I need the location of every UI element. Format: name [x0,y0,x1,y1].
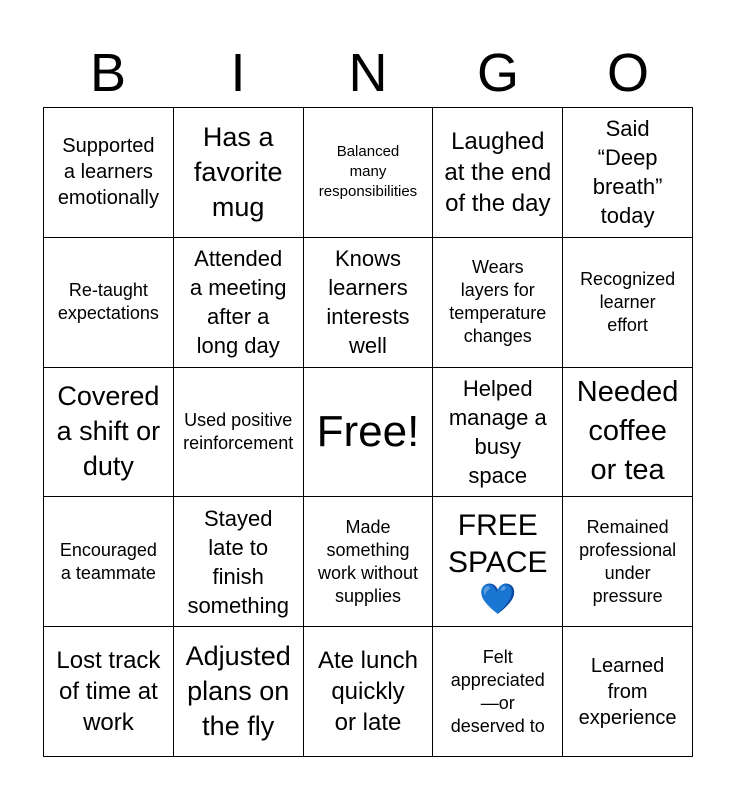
header-letter-i: I [230,43,246,103]
bingo-cell-1-5[interactable] [563,108,693,238]
cell-text: Adjusted plans on the fly [185,641,291,742]
cell-text: Used positive reinforcement [183,409,294,453]
bingo-grid [43,107,693,757]
bingo-cell-3-4[interactable] [433,368,563,498]
cell-text: Supported a learners emotionally [57,135,159,210]
cell-text: Remained professional under pressure [579,516,677,606]
bingo-cell-1-3[interactable] [304,108,434,238]
header-letter-n: N [348,43,388,103]
bingo-cell-1-2[interactable] [174,108,304,238]
bingo-cell-4-3[interactable] [304,497,434,627]
bingo-cell-5-5[interactable] [563,627,693,757]
bingo-cell-1-1[interactable] [44,108,174,238]
cell-text: Made something work without supplies [317,516,419,606]
cell-text: Wears layers for temperature changes [449,257,547,347]
cell-text: Re-taught expectations [57,280,159,324]
cell-text: Stayed late to finish something [187,505,289,618]
cell-text: Felt appreciated —or deserved to [450,646,545,736]
bingo-cell-2-3[interactable] [304,238,434,368]
cell-text: Covered a shift or duty [56,381,161,482]
cell-text: Needed coffee or tea [576,376,679,487]
cell-text: Lost track of time at work [56,647,161,737]
bingo-cell-5-4[interactable] [433,627,563,757]
bingo-cell-2-1[interactable] [44,238,174,368]
bingo-cell-3-1[interactable] [44,368,174,498]
bingo-cell-4-1[interactable] [44,497,174,627]
cell-text: Helped manage a busy space [448,375,547,488]
bingo-cell-2-2[interactable] [174,238,304,368]
header-letter-b: B [89,43,127,103]
free-text: Free! [316,406,420,456]
bingo-cell-5-2[interactable] [174,627,304,757]
bingo-cell-4-4-free-space[interactable] [433,497,563,627]
cell-text: Has a favorite mug [193,121,283,222]
free-space-text: FREE SPACE [448,508,548,579]
cell-text: Balanced many responsibilities [318,143,418,201]
bingo-cell-4-5[interactable] [563,497,693,627]
cell-text: Said “Deep breath” today [592,116,663,229]
bingo-cell-1-4[interactable] [433,108,563,238]
bingo-cell-5-3[interactable] [304,627,434,757]
cell-text: Knows learners interests well [326,246,410,359]
header-letter-g: G [476,43,519,103]
bingo-cell-3-3-free[interactable] [304,368,434,498]
bingo-cell-2-5[interactable] [563,238,693,368]
cell-text: Attended a meeting after a long day [189,246,287,359]
bingo-cell-3-2[interactable] [174,368,304,498]
bingo-cell-2-4[interactable] [433,238,563,368]
bingo-cell-3-5[interactable] [563,368,693,498]
bingo-header [43,38,693,108]
cell-text: Laughed at the end of the day [444,127,552,217]
cell-text: Ate lunch quickly or late [317,647,419,737]
cell-text: Encouraged a teammate [59,539,157,583]
bingo-cell-4-2[interactable] [174,497,304,627]
cell-text: Recognized learner effort [580,268,676,335]
cell-text: Learned from experience [578,654,677,729]
header-letter-o: O [606,43,649,103]
blue-heart-icon: 💙 [479,582,517,616]
bingo-cell-5-1[interactable] [44,627,174,757]
